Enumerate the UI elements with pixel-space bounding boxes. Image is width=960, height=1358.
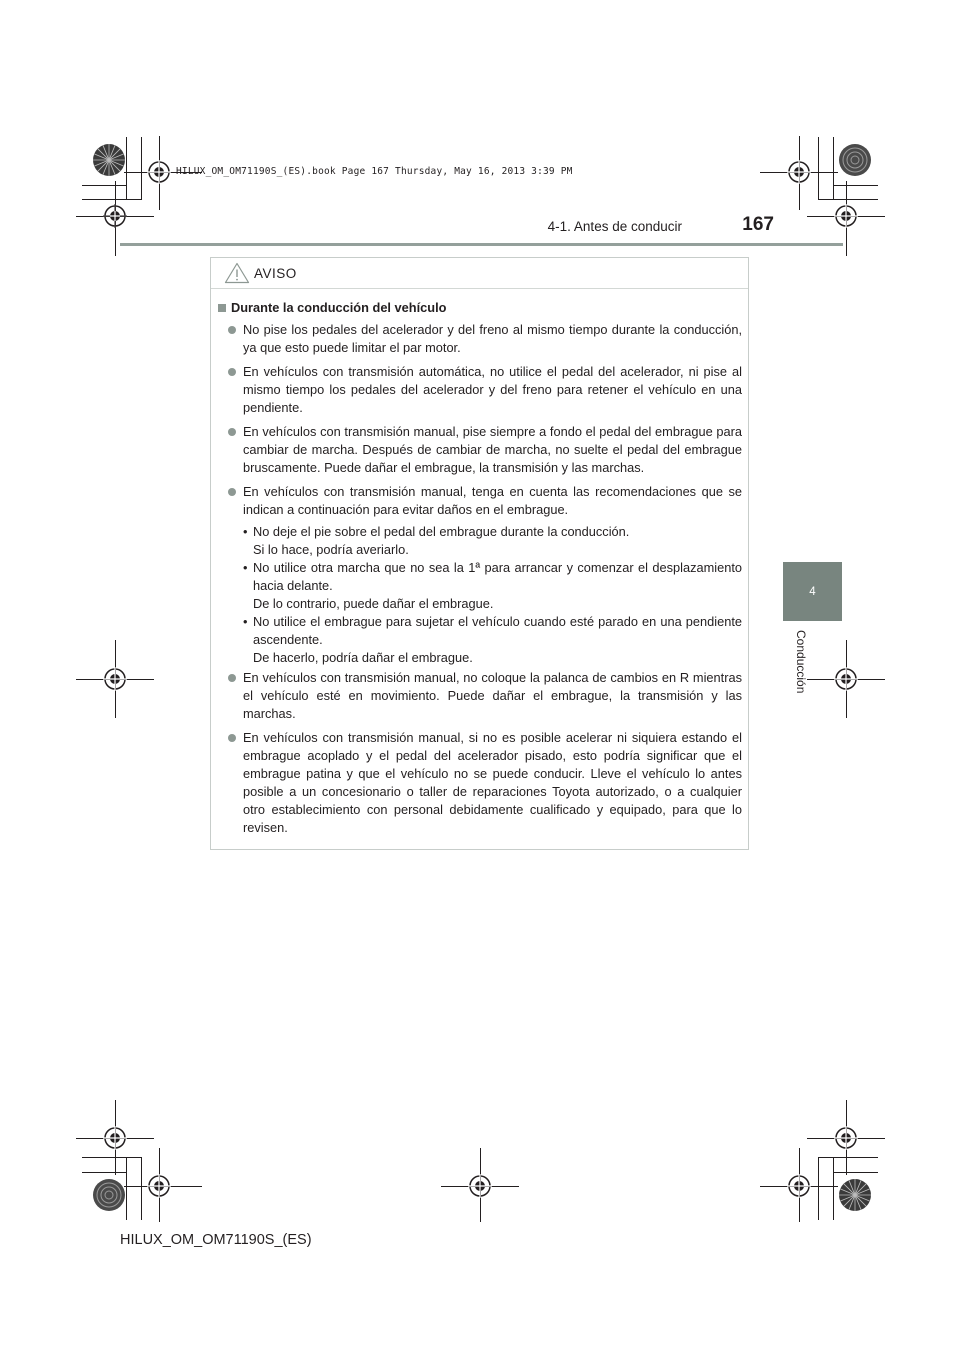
chapter-number: 4 [809,585,816,598]
list-item-text: En vehículos con transmisión manual, tenga en cuenta las recomendaciones que se indican a continuación para evitar daños en el embrague. [243,484,742,517]
square-bullet-icon [218,304,226,312]
sub-list-item-text: No utilice otra marcha que no sea la 1ª para arrancar y comenzar el desplazamiento hacia delante. De lo contrario, puede dañar el embrague. [253,560,742,611]
chapter-title: Conducción [794,630,808,694]
star-target-icon [92,143,126,177]
registration-target-icon [147,1174,171,1198]
star-target-icon [838,1178,872,1212]
circle-bullet-icon [228,488,236,496]
crop-line [818,199,878,200]
list-item [218,729,742,837]
star-target-icon [838,143,872,177]
list-item [218,321,742,357]
warning-box [210,257,749,850]
registration-target-icon [787,160,811,184]
registration-target-icon [468,1174,492,1198]
sub-list-marker: • [243,524,248,539]
list-item [218,483,742,519]
crop-line [818,137,819,200]
header-rule [120,243,843,246]
crop-line [833,185,878,186]
crop-line [818,1157,878,1158]
warning-header [211,258,748,289]
sub-list-marker: • [243,614,248,629]
warning-subheading [218,299,742,317]
chapter-tab [783,562,842,621]
crop-line [82,199,142,200]
registration-target-icon [147,160,171,184]
registration-target-icon [834,667,858,691]
star-target-icon [92,1178,126,1212]
crop-line [141,1157,142,1220]
circle-bullet-icon [228,734,236,742]
crop-line [833,137,834,200]
sub-list-item [243,613,742,667]
circle-bullet-icon [228,368,236,376]
sub-list-marker: • [243,560,248,575]
sub-list [243,523,742,667]
sub-list-item-text: No utilice el embrague para sujetar el vehículo cuando esté parado en una pendiente ascendente. De hacerlo, podría dañar el embrague. [253,614,742,665]
book-file-stamp: HILUX_OM_OM71190S_(ES).book Page 167 Thursday, May 16, 2013 3:39 PM [176,166,573,177]
crop-line [82,1157,142,1158]
section-header: 4-1. Antes de conducir [547,219,682,234]
registration-target-icon [787,1174,811,1198]
document-code: HILUX_OM_OM71190S_(ES) [120,1232,312,1248]
crop-line [126,137,127,200]
sub-list-item [243,559,742,613]
warning-title: AVISO [254,265,297,281]
registration-target-icon [103,667,127,691]
registration-target-icon [103,204,127,228]
warning-triangle-icon [224,262,250,284]
crop-line [126,1157,127,1220]
list-item-text: En vehículos con transmisión automática, no utilice el pedal del acelerador, ni pise al mismo tiempo los pedales del acelerador y del freno para retener el vehículo en una pendiente. [243,364,742,415]
warning-body [211,289,748,837]
sub-list-item [243,523,742,559]
crop-line [141,137,142,200]
registration-target-icon [834,204,858,228]
circle-bullet-icon [228,326,236,334]
crop-line [82,1172,127,1173]
page-number: 167 [742,214,774,235]
crop-line [82,185,127,186]
list-item-text: En vehículos con transmisión manual, no coloque la palanca de cambios en R mientras el vehículo esté en movimiento. Puede dañar el embrague, la transmisión y las marchas. [243,670,742,721]
warning-subheading-text: Durante la conducción del vehículo [231,300,447,315]
list-item [218,669,742,723]
crop-line [833,1172,878,1173]
registration-target-icon [834,1126,858,1150]
sub-list-item-text: No deje el pie sobre el pedal del embrague durante la conducción. Si lo hace, podría averiarlo. [253,524,630,557]
crop-line [818,1157,819,1220]
list-item-text: No pise los pedales del acelerador y del freno al mismo tiempo durante la conducción, ya que esto puede limitar el par motor. [243,322,742,355]
list-item [218,423,742,477]
registration-target-icon [103,1126,127,1150]
circle-bullet-icon [228,674,236,682]
circle-bullet-icon [228,428,236,436]
list-item-text: En vehículos con transmisión manual, pise siempre a fondo el pedal del embrague para cambiar de marcha. Después de cambiar de marcha, no suelte el pedal del embrague bruscamente. Puede dañar el embrague, la transmisión y las marchas. [243,424,742,475]
crop-line [833,1157,834,1220]
list-item [218,363,742,417]
list-item-text: En vehículos con transmisión manual, si no es posible acelerar ni siquiera estando el embrague acoplado y el pedal del acelerador pisado, esto podría significar que el embrague patina y que el vehículo no se puede conducir. Lleve el vehículo lo antes posible a un concesionario o taller de reparaciones Toyota autorizado, o a cualquier otro establecimiento con personal debidamente cualificado y equipado, para que lo revisen. [243,730,742,835]
